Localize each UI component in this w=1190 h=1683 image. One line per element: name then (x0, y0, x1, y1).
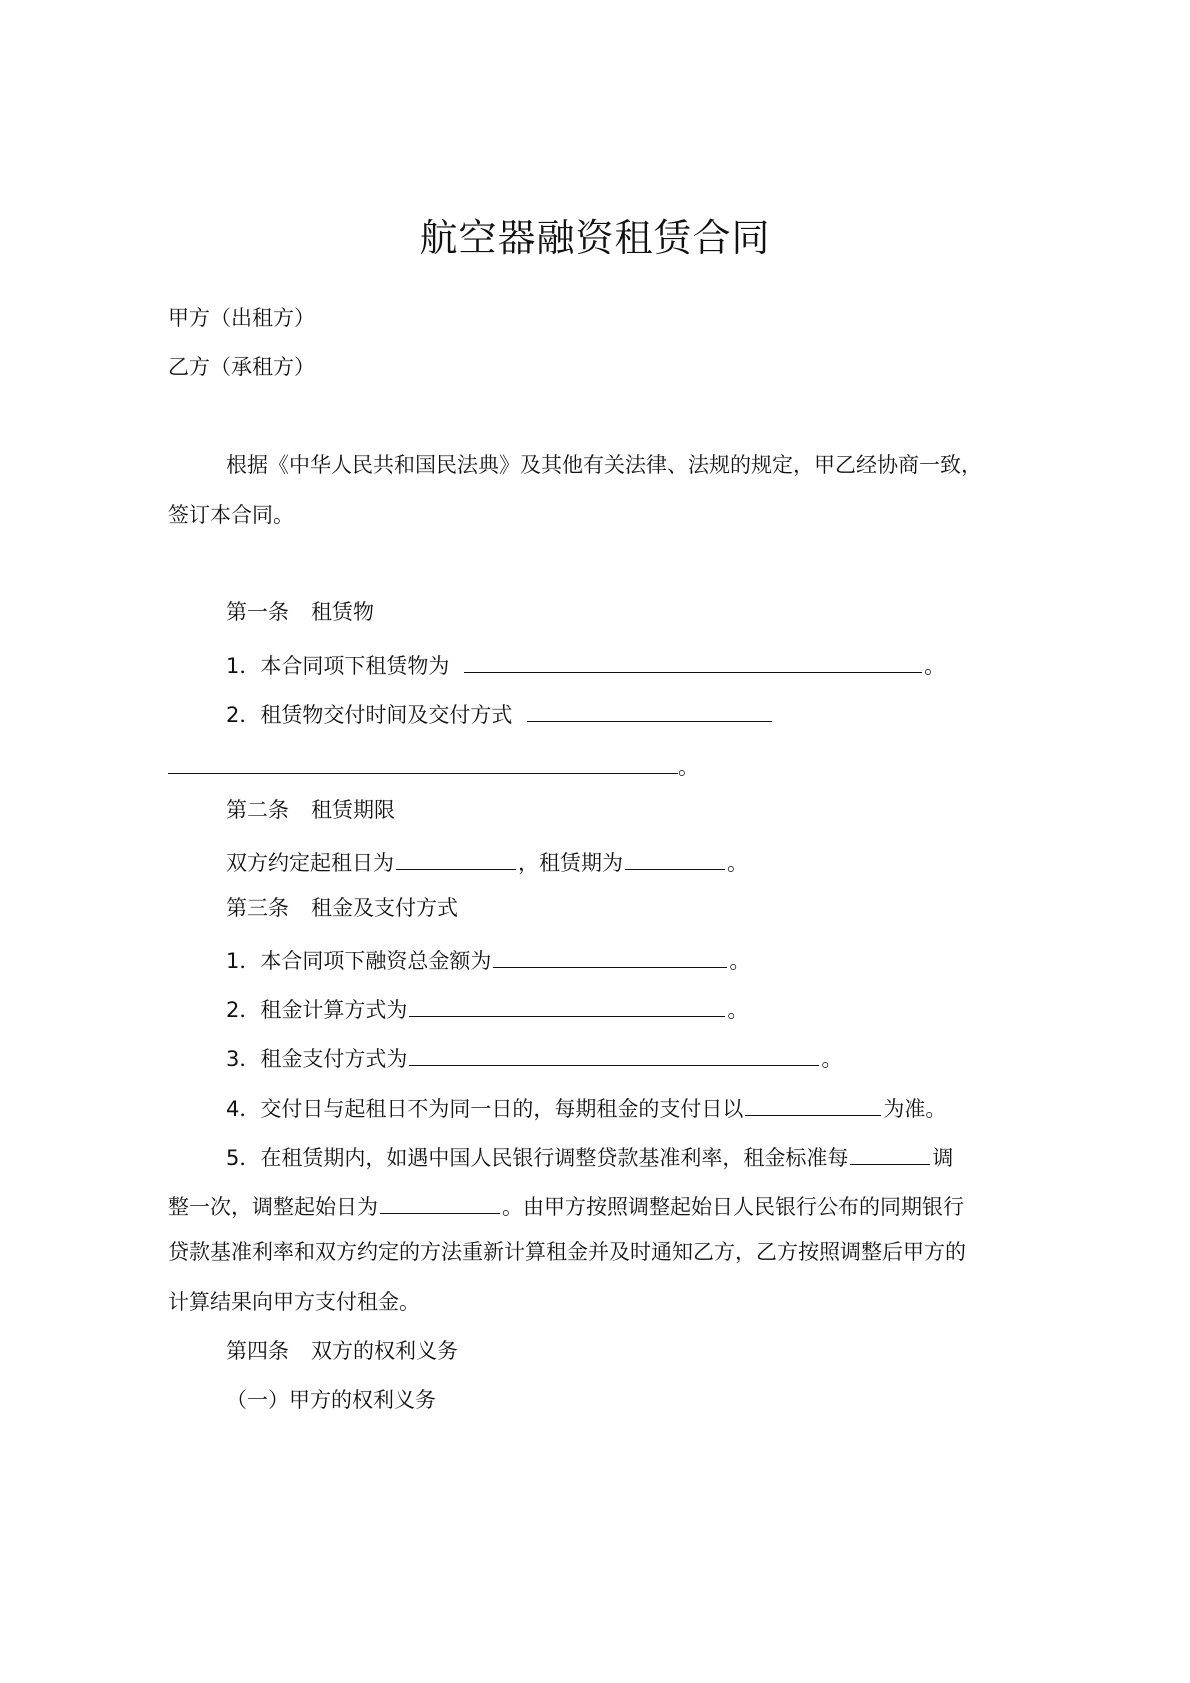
article-3-item-5-line-3: 贷款基准利率和双方约定的方法重新计算租金并及时通知乙方，乙方按照调整后甲方的 (168, 1240, 966, 1264)
party-b-label: 乙方（承租方） (168, 355, 315, 379)
period-mark: 。 (821, 1047, 843, 1071)
article-3-item-5-tail: 调 (932, 1146, 954, 1170)
delivery-method-blank-1[interactable] (527, 701, 772, 722)
article-3-item-2 (226, 996, 748, 1021)
article-3-number: 第三条 (226, 896, 289, 920)
article-3-item-4 (226, 1095, 946, 1120)
intro-paragraph-line-1: 根据《中华人民共和国民法典》及其他有关法律、法规的规定，甲乙经协商一致， (226, 453, 982, 477)
article-2-body (226, 849, 748, 874)
article-3-heading (226, 898, 458, 919)
period-mark: 。 (727, 998, 749, 1022)
period-mark: 。 (678, 755, 699, 779)
period-mark: 。 (729, 949, 751, 973)
article-3-item-5-line-4: 计算结果向甲方支付租金。 (168, 1290, 420, 1314)
article-3-item-1 (226, 947, 750, 972)
document-title: 航空器融资租赁合同 (419, 216, 771, 260)
article-4-number: 第四条 (226, 1339, 289, 1363)
article-3-item-3-text: 3．租金支付方式为 (226, 1047, 408, 1071)
start-date-blank[interactable] (396, 849, 516, 870)
lease-term-blank[interactable] (625, 849, 725, 870)
article-3-item-5-text: 5．在租赁期内，如遇中国人民银行调整贷款基准利率，租金标准每 (226, 1146, 849, 1170)
article-4-subsection-1: （一）甲方的权利义务 (226, 1388, 436, 1412)
adjustment-start-date-blank[interactable] (380, 1193, 500, 1214)
article-1-item-2 (226, 701, 774, 726)
article-3-item-5-line-2 (168, 1193, 964, 1218)
article-3-item-4-end: 为准。 (883, 1097, 947, 1121)
article-2-number: 第二条 (226, 798, 289, 822)
article-3-item-5-continuation: 。由甲方按照调整起始日人民银行公布的同期银行 (502, 1195, 964, 1219)
adjustment-start-text: 整一次，调整起始日为 (168, 1195, 378, 1219)
article-3-item-3 (226, 1045, 842, 1070)
article-1-item-1 (226, 652, 945, 677)
rent-calculation-blank[interactable] (409, 996, 725, 1017)
article-1-item-2-continuation (168, 753, 699, 778)
article-4-title: 双方的权利义务 (311, 1339, 458, 1363)
rent-payment-method-blank[interactable] (409, 1045, 819, 1066)
article-4-heading (226, 1341, 458, 1362)
payment-date-basis-blank[interactable] (745, 1095, 881, 1116)
article-3-item-4-text: 4．交付日与起租日不为同一日的，每期租金的支付日以 (226, 1097, 744, 1121)
article-3-item-2-text: 2．租金计算方式为 (226, 998, 408, 1022)
article-1-heading (226, 602, 374, 623)
article-3-title: 租金及支付方式 (311, 896, 458, 920)
lease-term-text: ，租赁期为 (518, 851, 623, 875)
total-financing-blank[interactable] (493, 947, 727, 968)
article-3-item-5-line-1 (226, 1144, 953, 1169)
article-1-number: 第一条 (226, 600, 289, 624)
adjustment-interval-blank[interactable] (850, 1144, 930, 1165)
article-1-title: 租赁物 (311, 600, 374, 624)
article-3-item-1-text: 1．本合同项下融资总金额为 (226, 949, 492, 973)
period-mark: 。 (727, 851, 748, 875)
period-mark: 。 (924, 654, 946, 678)
intro-paragraph-line-2: 签订本合同。 (168, 503, 294, 527)
article-2-title: 租赁期限 (311, 798, 395, 822)
start-date-text: 双方约定起租日为 (226, 851, 394, 875)
delivery-method-blank-2[interactable] (168, 753, 678, 774)
article-1-item-1-text: 1．本合同项下租赁物为 (226, 654, 450, 678)
article-2-heading (226, 800, 395, 821)
leased-property-blank[interactable] (464, 652, 922, 673)
party-a-label: 甲方（出租方） (168, 306, 315, 330)
article-1-item-2-text: 2．租赁物交付时间及交付方式 (226, 703, 513, 727)
